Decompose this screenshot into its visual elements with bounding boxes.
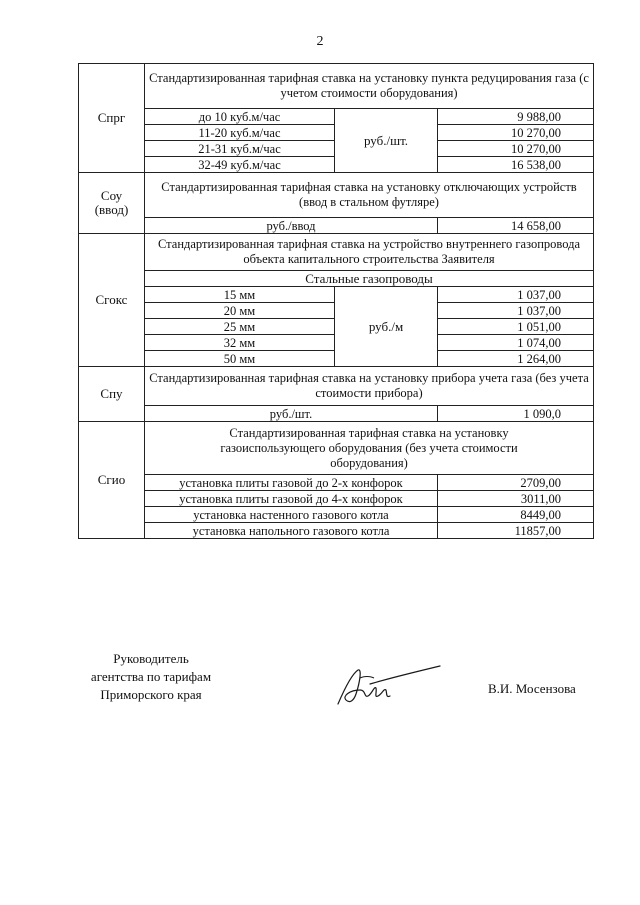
- table-row: [79, 507, 594, 523]
- unit-cell: руб./шт.: [335, 109, 438, 173]
- section-heading: Стандартизированная тарифная ставка на установку прибора учета газа (без учета стоимости прибора): [145, 367, 594, 406]
- unit-cell: руб./ввод: [145, 218, 438, 234]
- table-row: [79, 271, 594, 287]
- row-value: 11857,00: [438, 523, 594, 539]
- table-row: [79, 287, 594, 303]
- section-row: [79, 173, 594, 218]
- row-value: 8449,00: [438, 507, 594, 523]
- row-label: 11-20 куб.м/час: [145, 125, 335, 141]
- table-row: [79, 523, 594, 539]
- row-value: 2709,00: [438, 475, 594, 491]
- unit-cell: руб./шт.: [145, 406, 438, 422]
- row-value: 1 264,00: [438, 351, 594, 367]
- section-row: [79, 64, 594, 109]
- row-value: 14 658,00: [438, 218, 594, 234]
- section-row: [79, 422, 594, 475]
- row-value: 1 037,00: [438, 303, 594, 319]
- signer-title-line3: Приморского края: [100, 687, 202, 702]
- section-row: [79, 234, 594, 271]
- row-label: 32 мм: [145, 335, 335, 351]
- section-code: [79, 173, 145, 234]
- row-label: 25 мм: [145, 319, 335, 335]
- section-code-line2: (ввод): [94, 202, 129, 217]
- tariff-table: [78, 63, 594, 539]
- row-value: 9 988,00: [438, 109, 594, 125]
- unit-cell: руб./м: [335, 287, 438, 367]
- page-number: 2: [316, 34, 324, 49]
- row-value: 10 270,00: [438, 141, 594, 157]
- section-heading: Стандартизированная тарифная ставка на установку газоиспользующего оборудования (без учета стоимости оборудования): [145, 422, 594, 475]
- section-code: Сгокс: [79, 234, 145, 367]
- row-label: 15 мм: [145, 287, 335, 303]
- section-row: [79, 367, 594, 406]
- handwritten-signature: [330, 660, 450, 712]
- row-label: установка настенного газового котла: [145, 507, 438, 523]
- section-code: Сгио: [79, 422, 145, 539]
- row-label: установка плиты газовой до 4-х конфорок: [145, 491, 438, 507]
- section-heading: Стандартизированная тарифная ставка на установку пункта редуцирования газа (с учетом стоимости оборудования): [145, 64, 594, 109]
- row-label: 20 мм: [145, 303, 335, 319]
- section-code: Спрг: [79, 64, 145, 173]
- row-label: до 10 куб.м/час: [145, 109, 335, 125]
- row-value: 16 538,00: [438, 157, 594, 173]
- section-heading: Стандартизированная тарифная ставка на устройство внутреннего газопровода объекта капитального строительства Заявителя: [145, 234, 594, 271]
- table-row: [79, 406, 594, 422]
- section-code-line1: Соу: [100, 188, 123, 203]
- table-row: [79, 218, 594, 234]
- row-value: 1 074,00: [438, 335, 594, 351]
- section-subheading: Стальные газопроводы: [145, 271, 594, 287]
- row-value: 1 037,00: [438, 287, 594, 303]
- signer-title-line1: Руководитель: [113, 651, 189, 666]
- table-row: [79, 109, 594, 125]
- section-code: Спу: [79, 367, 145, 422]
- table-row: [79, 475, 594, 491]
- row-label: установка напольного газового котла: [145, 523, 438, 539]
- section-heading: Стандартизированная тарифная ставка на установку отключающих устройств (ввод в стальном футляре): [145, 173, 594, 218]
- signer-title-line2: агентства по тарифам: [90, 669, 212, 684]
- row-label: 32-49 куб.м/час: [145, 157, 335, 173]
- row-label: установка плиты газовой до 2-х конфорок: [145, 475, 438, 491]
- row-label: 50 мм: [145, 351, 335, 367]
- signer-title: [76, 650, 226, 704]
- row-value: 10 270,00: [438, 125, 594, 141]
- row-value: 1 051,00: [438, 319, 594, 335]
- table-row: [79, 491, 594, 507]
- row-label: 21-31 куб.м/час: [145, 141, 335, 157]
- row-value: 1 090,0: [438, 406, 594, 422]
- row-value: 3011,00: [438, 491, 594, 507]
- signer-name: В.И. Мосензова: [488, 681, 576, 696]
